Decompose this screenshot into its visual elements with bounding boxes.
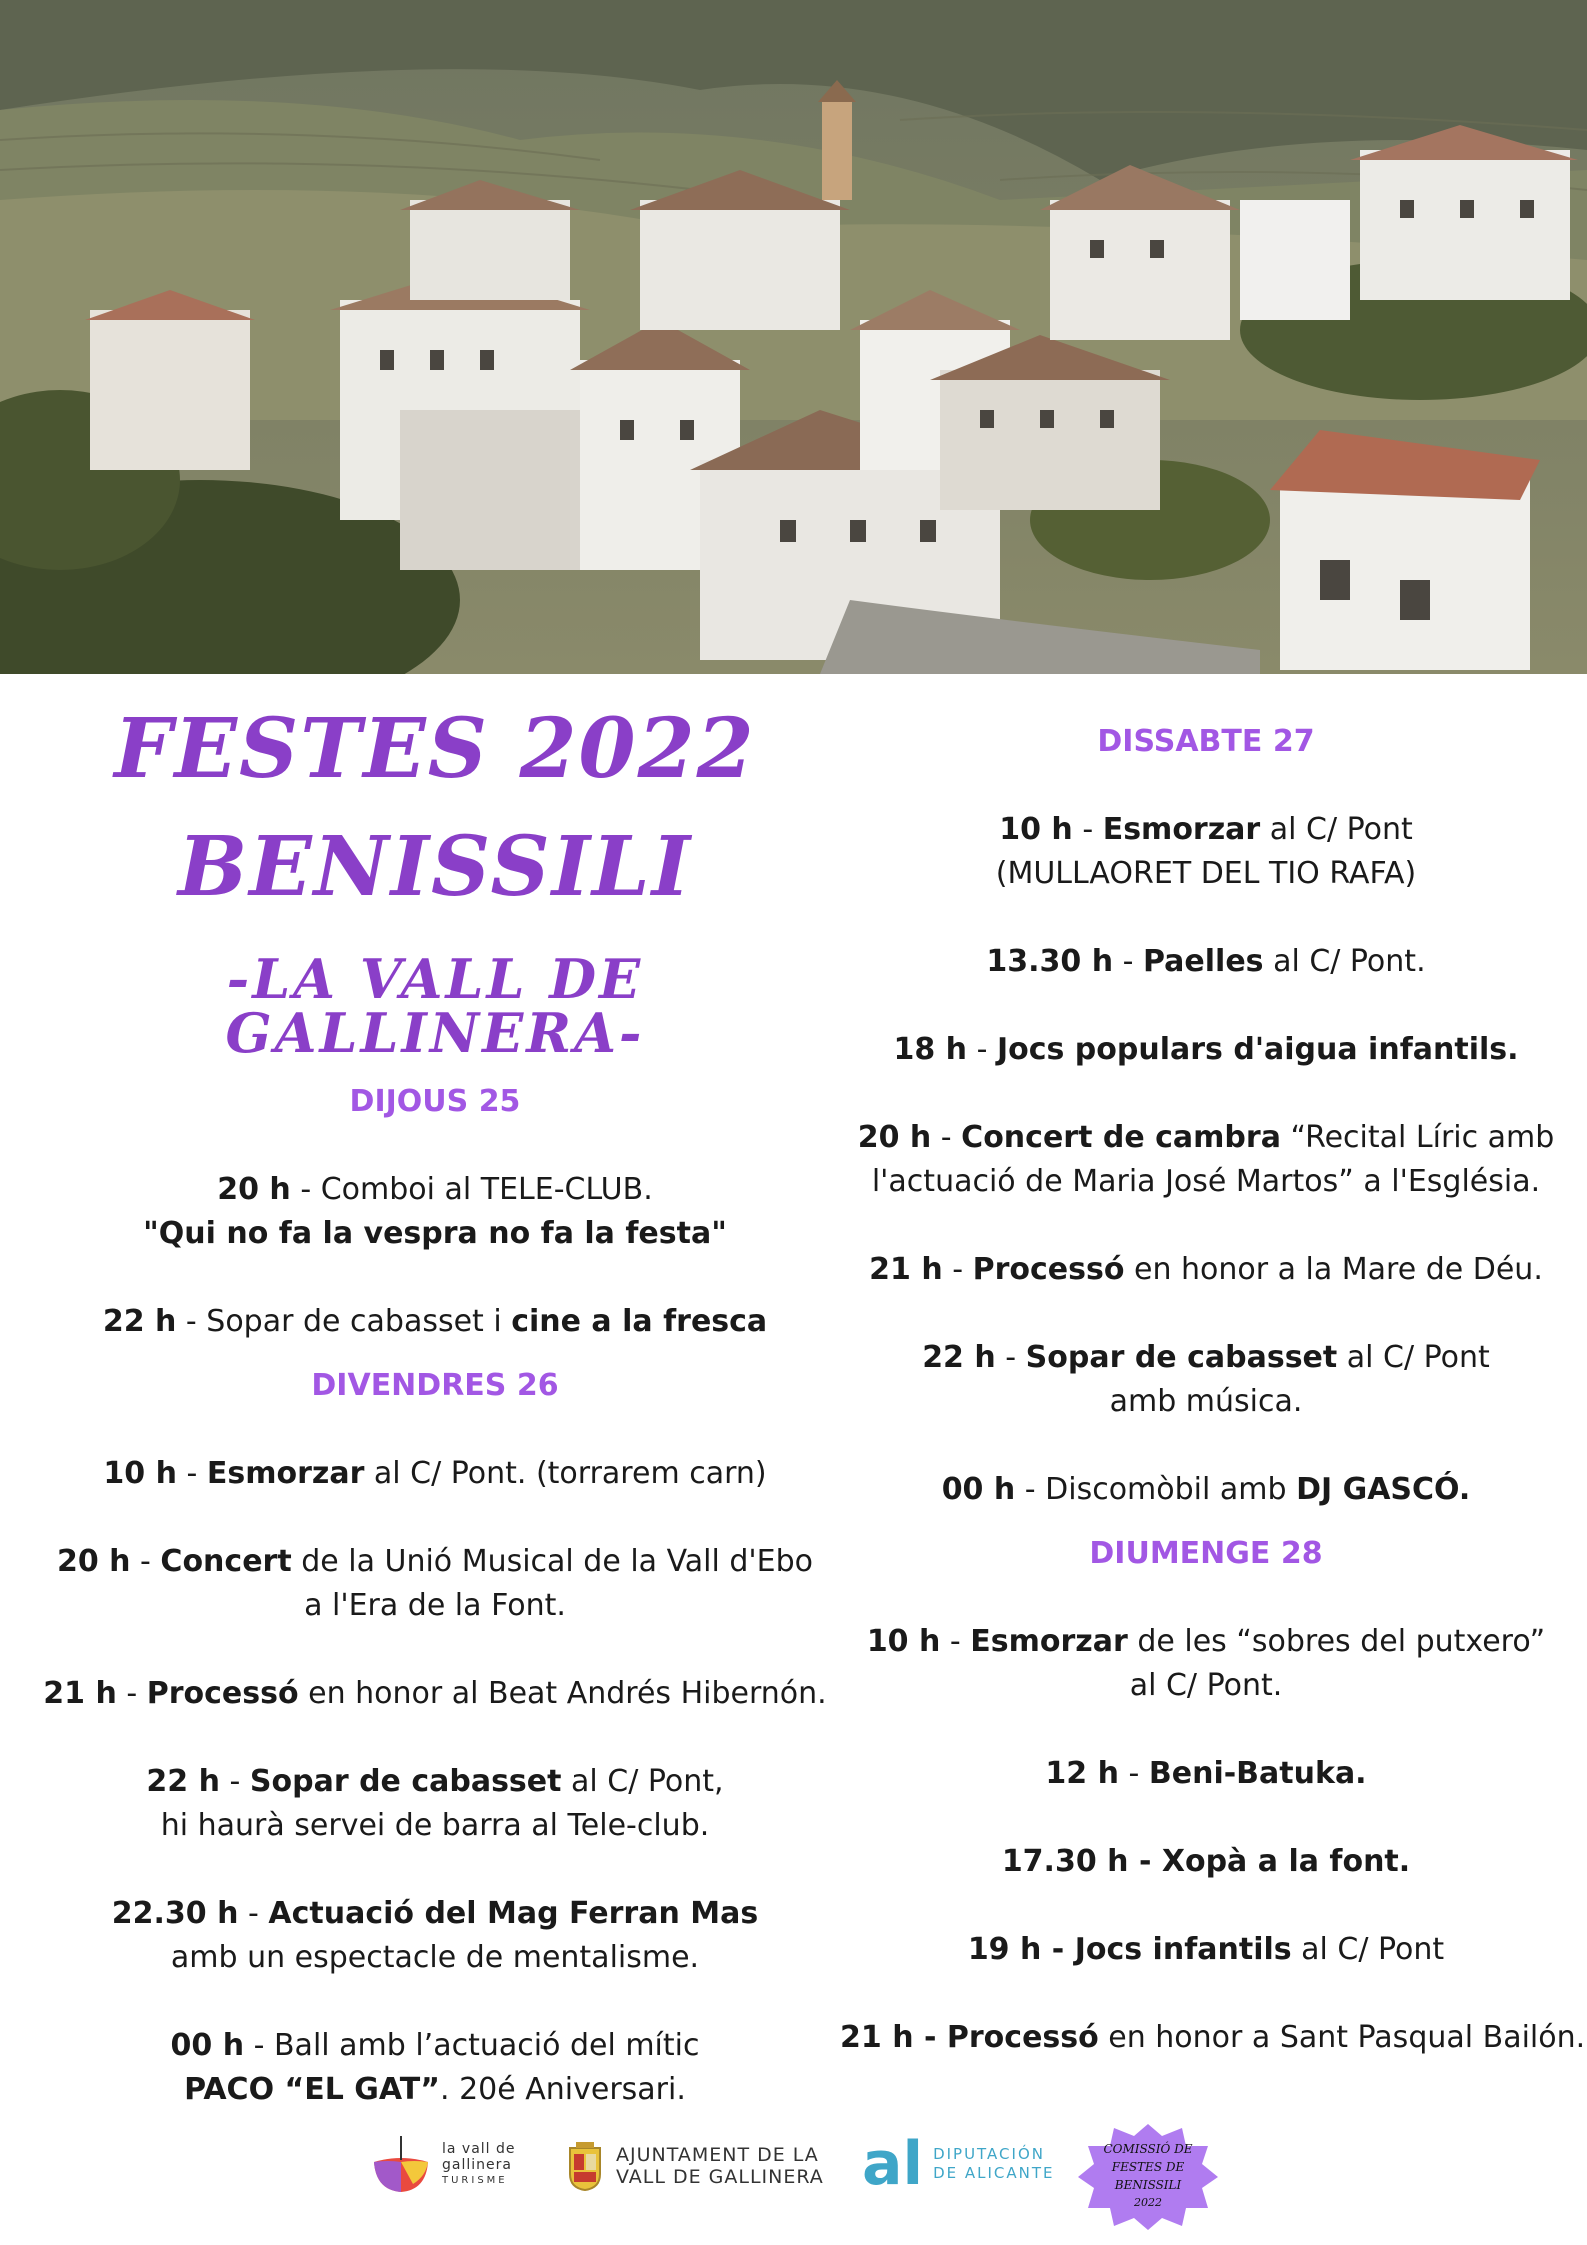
event-item (20, 1760, 850, 1848)
event-text-bold: cine a la fresca (511, 1304, 768, 1339)
event-text-bold: 10 h (103, 1456, 177, 1491)
badge-text (1078, 2140, 1218, 2212)
event-text: - (1113, 944, 1143, 979)
event-text-bold: DJ GASCÓ. (1296, 1472, 1471, 1507)
event-line (20, 1804, 850, 1848)
diputacion-line1: DIPUTACIÓN (933, 2145, 1045, 2163)
event-text-bold: 00 h (941, 1472, 1016, 1507)
badge-line4: 2022 (1134, 2196, 1162, 2209)
event-line (20, 2024, 850, 2068)
event-line (840, 2016, 1586, 2060)
event-item (20, 1452, 850, 1496)
day-heading: DIJOUS 25 (349, 1084, 521, 1119)
diputacion-line2: DE ALICANTE (933, 2164, 1055, 2182)
event-text-bold: Esmorzar (1102, 812, 1261, 847)
event-text-bold: "Qui no fa la vespra no fa la festa" (143, 1216, 727, 1251)
event-text: - (967, 1032, 997, 1067)
title-la-vall: -LA VALL DE GALLINERA- (225, 947, 645, 1065)
event-text: al C/ Pont. (torrarem carn) (364, 1456, 767, 1491)
event-text-bold: 21 h - Processó (840, 2020, 1099, 2055)
event-item (840, 1468, 1572, 1512)
event-line (20, 1300, 850, 1344)
turisme-bowl-icon (368, 2132, 434, 2198)
event-text: - (130, 1544, 161, 1579)
event-text: al C/ Pont (1337, 1340, 1490, 1375)
event-item (840, 1928, 1572, 1972)
event-text-bold: PACO “EL GAT” (184, 2072, 440, 2107)
turisme-logo (368, 2132, 516, 2198)
left-program (20, 1080, 850, 2112)
event-text-bold: 17.30 h - Xopà a la font. (1001, 1844, 1411, 1879)
event-text-bold: 00 h (170, 2028, 245, 2063)
event-line (840, 1840, 1572, 1884)
event-line (840, 940, 1572, 984)
event-text: hi haurà servei de barra al Tele-club. (160, 1808, 710, 1843)
event-text: al C/ Pont (1291, 1932, 1445, 1967)
footer-logos (0, 2120, 1587, 2230)
event-text-bold: Processó (972, 1252, 1125, 1287)
event-line (840, 1380, 1572, 1424)
event-line (20, 2068, 850, 2112)
event-text-bold: 21 h (43, 1676, 117, 1711)
turisme-line3: TURISME (442, 2175, 508, 2186)
coat-of-arms-icon (566, 2140, 604, 2192)
event-text-bold: 22 h (922, 1340, 996, 1375)
event-text-bold: 21 h (869, 1252, 943, 1287)
left-column (20, 700, 850, 2112)
event-text-bold: 19 h - Jocs infantils (967, 1932, 1292, 1967)
event-text: (MULLAORET DEL TIO RAFA) (995, 856, 1417, 891)
event-text-bold: 12 h (1045, 1756, 1119, 1791)
badge-line1: COMISSIÓ DE (1103, 2142, 1193, 2156)
event-text: - (238, 1896, 269, 1931)
event-text: de les “sobres del putxero” (1127, 1624, 1546, 1659)
event-item (840, 1620, 1572, 1708)
event-text-bold: 10 h (866, 1624, 941, 1659)
title-benissili: BENISSILI (177, 819, 693, 915)
turisme-line2: gallinera (442, 2157, 512, 2173)
event-text: - (995, 1340, 1026, 1375)
event-line (20, 1452, 850, 1496)
event-text-bold: Concert de cambra (961, 1120, 1281, 1155)
event-line (840, 1468, 1572, 1512)
event-item (840, 1752, 1572, 1796)
event-text: l'actuació de Maria José Martos” a l'Església. (871, 1164, 1541, 1199)
event-text-bold: Sopar de cabasset (249, 1764, 562, 1799)
diputacion-logo (862, 2129, 1055, 2199)
event-text-bold: Actuació del Mag Ferran Mas (268, 1896, 759, 1931)
event-text-bold: Processó (146, 1676, 299, 1711)
event-item (840, 1840, 1572, 1884)
ajuntament-line2: VALL DE GALLINERA (616, 2166, 824, 2188)
event-item (840, 1248, 1572, 1292)
event-line (20, 1584, 850, 1628)
event-line (840, 1336, 1572, 1380)
day-heading: DIVENDRES 26 (311, 1368, 559, 1403)
event-text-bold: Jocs populars d'aigua infantils. (996, 1032, 1519, 1067)
event-line (20, 1168, 850, 1212)
event-text-bold: 22.30 h (111, 1896, 239, 1931)
event-line (840, 852, 1572, 896)
event-text-bold: 20 h (56, 1544, 131, 1579)
event-item (20, 1168, 850, 1256)
event-line (20, 1540, 850, 1584)
badge-line2: FESTES DE (1111, 2160, 1185, 2174)
event-text-bold: 20 h (857, 1120, 932, 1155)
event-item (20, 1300, 850, 1344)
event-text: - (116, 1676, 147, 1711)
event-text: “Recital Líric amb (1280, 1120, 1555, 1155)
event-item (840, 1116, 1572, 1204)
ajuntament-line1: AJUNTAMENT DE LA (616, 2144, 819, 2166)
event-line (20, 1760, 850, 1804)
event-text: en honor a Sant Pasqual Bailón. (1098, 2020, 1586, 2055)
event-text: - Ball amb l’actuació del mític (244, 2028, 700, 2063)
village-photo (0, 0, 1587, 674)
event-item (20, 2024, 850, 2112)
event-text-bold: 13.30 h (986, 944, 1114, 979)
event-text-bold: Sopar de cabasset (1025, 1340, 1338, 1375)
event-text: - (176, 1456, 207, 1491)
event-text: de la Unió Musical de la Vall d'Ebo (291, 1544, 814, 1579)
event-text: - (1118, 1756, 1149, 1791)
event-text: en honor al Beat Andrés Hibernón. (298, 1676, 827, 1711)
event-text: en honor a la Mare de Déu. (1124, 1252, 1543, 1287)
event-item (840, 1336, 1572, 1424)
right-program (840, 720, 1586, 2060)
event-text: - (1072, 812, 1103, 847)
event-text: - Sopar de cabasset i (176, 1304, 512, 1339)
diputacion-mark: al (862, 2129, 924, 2199)
event-text-bold: Paelles (1142, 944, 1264, 979)
event-text: - (219, 1764, 250, 1799)
event-text: amb música. (1109, 1384, 1303, 1419)
day-heading: DIUMENGE 28 (1089, 1536, 1323, 1571)
event-text-bold: 18 h (893, 1032, 968, 1067)
event-text-bold: Esmorzar (970, 1624, 1128, 1659)
event-line (20, 1936, 850, 1980)
event-text-bold: Beni-Batuka. (1148, 1756, 1367, 1791)
event-text-bold: 10 h (999, 812, 1073, 847)
event-text: al C/ Pont (1260, 812, 1413, 847)
badge-line3: BENISSILI (1114, 2178, 1182, 2192)
event-text: - (931, 1120, 962, 1155)
event-text: - (940, 1624, 971, 1659)
event-text: . 20é Aniversari. (440, 2072, 686, 2107)
title-festes: FESTES 2022 (114, 701, 756, 797)
event-item (20, 1672, 850, 1716)
event-text: - Comboi al TELE-CLUB. (290, 1172, 653, 1207)
event-text: amb un espectacle de mentalisme. (170, 1940, 700, 1975)
event-line (840, 1248, 1572, 1292)
event-text-bold: Concert (160, 1544, 292, 1579)
turisme-line1: la vall de (442, 2141, 516, 2157)
event-line (840, 1160, 1572, 1204)
event-line (840, 1116, 1572, 1160)
ajuntament-logo (566, 2140, 824, 2192)
event-text-bold: 22 h (146, 1764, 220, 1799)
event-text-bold: 20 h (217, 1172, 291, 1207)
event-item (840, 1028, 1572, 1072)
event-item (840, 2016, 1586, 2060)
event-line (840, 1928, 1572, 1972)
event-text: al C/ Pont. (1263, 944, 1426, 979)
event-item (20, 1540, 850, 1628)
event-text: - Discomòbil amb (1015, 1472, 1297, 1507)
event-text: al C/ Pont. (1129, 1668, 1283, 1703)
event-line (840, 808, 1572, 852)
event-line (20, 1892, 850, 1936)
event-text: al C/ Pont, (561, 1764, 724, 1799)
event-item (20, 1892, 850, 1980)
event-line (840, 1752, 1572, 1796)
event-text: a l'Era de la Font. (304, 1588, 566, 1623)
event-line (20, 1672, 850, 1716)
event-text: - (942, 1252, 973, 1287)
event-item (840, 940, 1572, 984)
event-line (20, 1212, 850, 1256)
event-line (840, 1664, 1572, 1708)
event-line (840, 1028, 1572, 1072)
event-item (840, 808, 1572, 896)
event-text-bold: 22 h (102, 1304, 177, 1339)
event-text-bold: Esmorzar (206, 1456, 365, 1491)
right-column (840, 700, 1586, 2060)
day-heading: DISSABTE 27 (1097, 724, 1315, 759)
event-line (840, 1620, 1572, 1664)
